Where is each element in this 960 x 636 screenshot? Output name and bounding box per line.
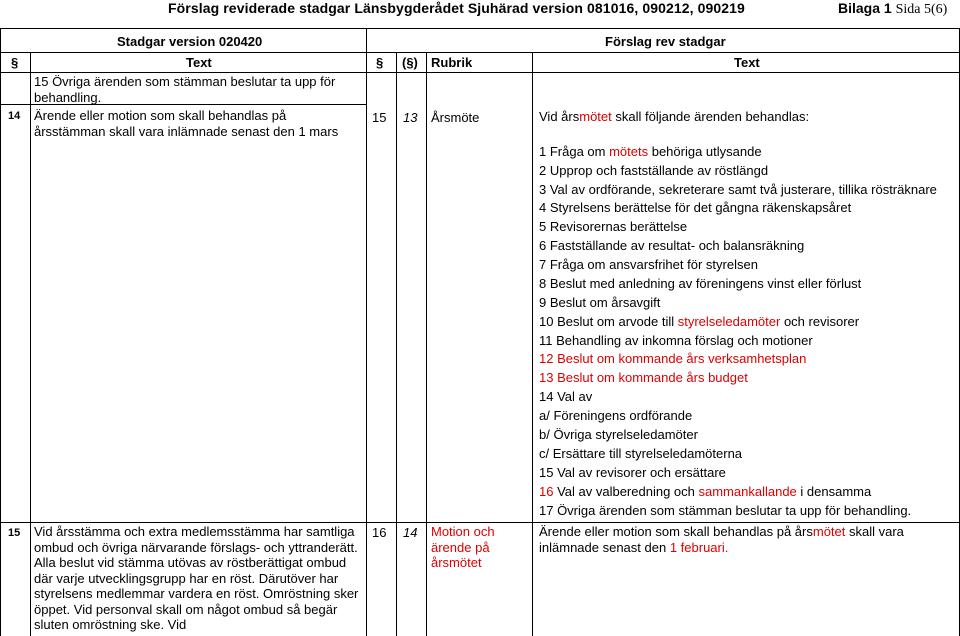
- right-row2-new-number: 16: [372, 525, 387, 540]
- right-row2-text: Ärende eller motion som skall behandlas på årsmötet skall vara inlämnade senast den 1 februari.: [539, 524, 904, 555]
- agenda-item-14c: c/ Ersättare till styrelseledamöterna: [539, 446, 743, 461]
- table-middle-border: [366, 28, 367, 636]
- col-header-rubrik: Rubrik: [431, 55, 473, 70]
- agenda-item-4: 4 Styrelsens berättelse för det gångna räkenskapsåret: [539, 200, 852, 215]
- col-header-paragraph-right: §: [376, 55, 384, 70]
- left-row1-number: 14: [8, 110, 21, 122]
- table-subheader-divider: [0, 72, 960, 73]
- agenda-item-3: 3 Val av ordförande, sekreterare samt två justerare, tillika rösträknare: [539, 182, 937, 197]
- agenda-item-14b: b/ Övriga styrelseledamöter: [539, 427, 698, 442]
- table-header-divider: [0, 52, 960, 53]
- right-row2-old-number: 14: [403, 525, 418, 540]
- col-header-paragraph-left: §: [11, 55, 19, 70]
- right-row1-old-number: 13: [403, 110, 418, 125]
- left-row2-text: Vid årsstämma och extra medlemsstämma har samtliga ombud och övriga närvarande förslags- och yttranderätt. Alla beslut vid stämma utövas av röstberättigat ombud där varje utvecklingsgrupp har en röst. Därutöver har styrelsens medlemmar vardera en röst. Omröstning sker öppet. Vid personval skall om något ombud så begär sluten omröstning ske. Vid: [34, 524, 359, 632]
- right-version-title: Förslag rev stadgar: [605, 34, 726, 49]
- agenda-item-14a: a/ Föreningens ordförande: [539, 408, 693, 423]
- page-number: Sida 5(6): [895, 2, 948, 17]
- agenda-item-7: 7 Fråga om ansvarsfrihet för styrelsen: [539, 257, 758, 272]
- right-row1-rubrik: Årsmöte: [431, 110, 480, 125]
- left-para-col-border: [30, 52, 31, 636]
- left-version-title: Stadgar version 020420: [117, 34, 263, 49]
- agenda-item-12: 12 Beslut om kommande års verksamhetsplan: [539, 351, 807, 366]
- agenda-item-17: 17 Övriga ärenden som stämman beslutar ta upp för behandling.: [539, 503, 912, 518]
- right-row1-new-number: 15: [372, 110, 387, 125]
- agenda-item-11: 11 Behandling av inkomna förslag och motioner: [539, 333, 813, 348]
- attachment-label: Bilaga 1: [838, 0, 892, 16]
- agenda-item-1: 1 Fråga om mötets behöriga utlysande: [539, 144, 762, 159]
- right-row1-intro: Vid årsmötet skall följande ärenden behandlas:: [539, 109, 810, 124]
- left-row1-text: Ärende eller motion som skall behandlas på årsstämman skall vara inlämnade senast den 1 mars: [34, 108, 339, 139]
- right-oldpara-col-border: [426, 52, 427, 636]
- col-header-old-paragraph: (§): [402, 55, 418, 70]
- agenda-item-2: 2 Upprop och fastställande av röstlängd: [539, 163, 769, 178]
- agenda-item-13: 13 Beslut om kommande års budget: [539, 370, 748, 385]
- agenda-item-8: 8 Beslut med anledning av föreningens vinst eller förlust: [539, 276, 862, 291]
- right-row2-rubrik: Motion och ärende på årsmötet: [431, 524, 495, 570]
- agenda-item-15: 15 Val av revisorer och ersättare: [539, 465, 726, 480]
- left-row2-number: 15: [8, 527, 21, 539]
- right-para-col-border: [396, 52, 397, 636]
- left-row0-text: 15 Övriga ärenden som stämman beslutar ta upp för behandling.: [34, 74, 336, 105]
- agenda-item-9: 9 Beslut om årsavgift: [539, 295, 661, 310]
- table-top-border: [0, 28, 960, 29]
- row-divider-2: [0, 522, 960, 523]
- right-rubrik-col-border: [532, 52, 533, 636]
- agenda-item-6: 6 Fastställande av resultat- och balansräkning: [539, 238, 805, 253]
- agenda-item-16: 16 Val av valberedning och sammankallande i densamma: [539, 484, 872, 499]
- col-header-text-left: Text: [186, 55, 212, 70]
- agenda-item-10: 10 Beslut om arvode till styrelseledamöter och revisorer: [539, 314, 860, 329]
- document-title: Förslag reviderade stadgar Länsbygderådet Sjuhärad version 081016, 090212, 090219: [168, 0, 745, 16]
- attachment-page-label: [838, 0, 947, 18]
- col-header-text-right: Text: [734, 55, 760, 70]
- agenda-item-5: 5 Revisorernas berättelse: [539, 219, 688, 234]
- agenda-item-14: 14 Val av: [539, 389, 593, 404]
- table-left-border: [0, 28, 1, 636]
